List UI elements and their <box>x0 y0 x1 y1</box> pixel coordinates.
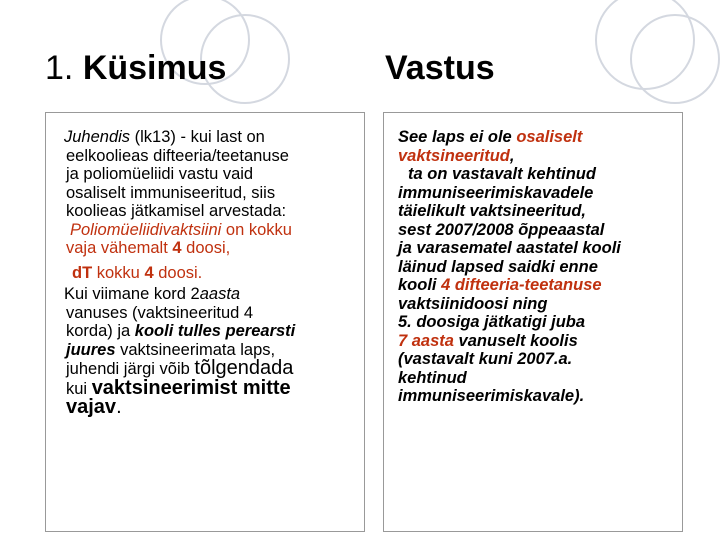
answer-line: 5. doosiga jätkatigi juba <box>398 313 586 331</box>
answer-line: (vastavalt kuni 2007.a. <box>398 350 573 368</box>
question-line: korda) ja kooli tulles perearsti <box>66 322 296 340</box>
answer-line: 7 aasta vanuselt koolis <box>398 331 578 350</box>
question-number: 1. <box>45 49 74 87</box>
answer-line: sest 2007/2008 õppeaastal <box>398 220 605 239</box>
polio-line: Poliomüeliidivaktsiini on kokku <box>70 220 292 239</box>
polio-line-2: vaja vähemalt 4 doosi, <box>66 239 231 257</box>
question-line: Juhendis (lk13) - kui last on <box>64 128 265 146</box>
answer-title: Vastus <box>385 49 495 87</box>
dt-line: dT kokku 4 doosi. <box>72 263 203 282</box>
answer-line: See laps ei ole osaliselt <box>398 128 583 146</box>
answer-line: täielikult vaktsineeritud, <box>398 202 586 220</box>
answer-line: kooli 4 difteeria-teetanuse <box>398 276 602 294</box>
question-title <box>45 48 226 88</box>
question-line: osaliselt immuniseeritud, siis <box>66 183 276 202</box>
answer-line: immuniseerimiskavadele <box>398 183 594 202</box>
question-line: juures vaktsineerimata laps, <box>66 340 276 359</box>
question-line: koolieas jätkamisel arvestada: <box>66 202 287 220</box>
answer-text <box>398 128 683 406</box>
question-line: ja poliomüeliidi vastu vaid <box>66 165 254 183</box>
decorative-circle-4 <box>630 14 720 104</box>
answer-line: vaktsineeritud, <box>398 146 515 165</box>
answer-line: läinud lapsed saidki enne <box>398 257 598 276</box>
question-line: vajav. <box>66 396 122 418</box>
question-word: Küsimus <box>82 49 227 87</box>
answer-line: ja varasematel aastatel kooli <box>398 239 621 257</box>
question-line: kui vaktsineerimist mitte <box>66 376 291 399</box>
answer-line: ta on vastavalt kehtinud <box>408 165 596 183</box>
question-text <box>62 128 362 418</box>
answer-line: immuniseerimiskavale). <box>398 387 585 405</box>
answer-line: vaktsiinidoosi ning <box>398 294 548 313</box>
question-line: vanuses (vaktsineeritud 4 <box>66 303 254 322</box>
question-line: eelkoolieas difteeria/teetanuse <box>66 146 289 165</box>
question-line: Kui viimane kord 2aasta <box>64 285 241 303</box>
answer-line: kehtinud <box>398 368 467 387</box>
question-line: juhendi järgi võib tõlgendada <box>66 357 294 379</box>
